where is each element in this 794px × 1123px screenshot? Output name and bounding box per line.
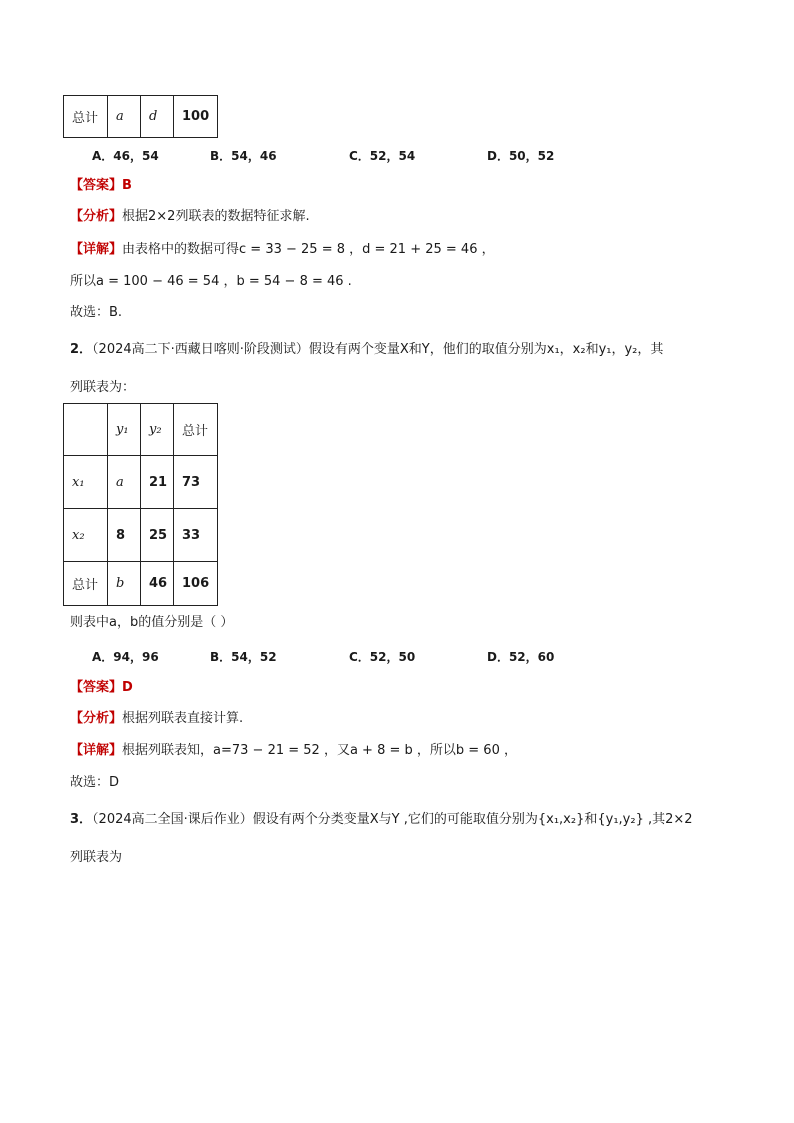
q2-answer — [70, 678, 133, 698]
q3-stem — [70, 810, 693, 830]
q1-answer — [70, 176, 132, 196]
q2-stem — [70, 340, 663, 360]
answer-value: D — [122, 680, 133, 695]
q2-analysis — [70, 709, 243, 729]
detail-label: 【详解】 — [70, 242, 123, 257]
table-cell: 106 — [174, 562, 218, 606]
question-text: 假设有两个变量X和Y，他们的取值分别为x₁，x₂和y₁，y₂，其 — [308, 342, 664, 357]
table-cell: 33 — [174, 509, 218, 562]
table-cell: 总计 — [174, 404, 218, 456]
table-row — [64, 509, 218, 562]
table-cell: 73 — [174, 456, 218, 509]
question-number: 2． — [70, 342, 93, 357]
answer-value: B — [122, 178, 132, 193]
table-row — [64, 562, 218, 606]
analysis-text: 根据列联表直接计算. — [122, 711, 244, 726]
table-cell: 总计 — [64, 96, 108, 138]
q1-detail — [70, 240, 495, 260]
option-d[interactable]: D．50，52 — [487, 149, 555, 163]
table-cell: d — [141, 96, 174, 138]
answer-label: 【答案】 — [70, 178, 123, 193]
option-c[interactable]: C．52，54 — [349, 149, 416, 163]
table-cell: y₁ — [108, 404, 141, 456]
table-cell: x₁ — [64, 456, 108, 509]
table-cell: b — [108, 562, 141, 606]
table-row — [64, 456, 218, 509]
table-cell: y₂ — [141, 404, 174, 456]
detail-text: 根据列联表知，a=73 − 21 = 52 ，又a + 8 = b ，所以b = 60 ， — [122, 743, 517, 758]
option-a[interactable]: A．46，54 — [92, 149, 159, 163]
detail-text: 由表格中的数据可得c = 33 − 25 = 8 ，d = 21 + 25 = 46 ， — [122, 242, 495, 257]
option-d[interactable]: D．52，60 — [487, 650, 555, 664]
option-a[interactable]: A．94，96 — [92, 650, 159, 664]
detail-label: 【详解】 — [70, 743, 123, 758]
table-cell: a — [108, 96, 141, 138]
q2-choice: 故选：D — [70, 775, 120, 790]
table-cell: x₂ — [64, 509, 108, 562]
analysis-text: 根据2×2列联表的数据特征求解. — [122, 209, 310, 224]
option-b[interactable]: B．54，46 — [210, 149, 277, 163]
contingency-table-1 — [63, 95, 218, 138]
q1-choice: 故选：B. — [70, 305, 123, 320]
table-cell: 25 — [141, 509, 174, 562]
analysis-label: 【分析】 — [70, 711, 123, 726]
q1-detail-line2: 所以a = 100 − 46 = 54 ，b = 54 − 8 = 46 . — [70, 274, 352, 289]
q2-question: 则表中a，b的值分别是（ ） — [70, 615, 234, 630]
table-cell: 21 — [141, 456, 174, 509]
contingency-table-2 — [63, 403, 218, 606]
q3-stem-line2: 列联表为 — [70, 850, 123, 865]
question-text: 假设有两个分类变量X与Y ,它们的可能取值分别为{x₁,x₂}和{y₁,y₂} ,其2×2 — [252, 812, 693, 827]
answer-label: 【答案】 — [70, 680, 123, 695]
table-cell: a — [108, 456, 141, 509]
table-cell — [64, 404, 108, 456]
question-source: （2024高二下·西藏日喀则·阶段测试） — [92, 342, 309, 357]
option-c[interactable]: C．52，50 — [349, 650, 416, 664]
q1-analysis — [70, 207, 310, 227]
question-source: （2024高二全国·课后作业） — [92, 812, 253, 827]
table-row — [64, 96, 218, 138]
table-cell: 8 — [108, 509, 141, 562]
table-cell: 总计 — [64, 562, 108, 606]
q2-stem-line2: 列联表为： — [70, 380, 136, 395]
analysis-label: 【分析】 — [70, 209, 123, 224]
table-cell: 100 — [174, 96, 218, 138]
question-number: 3． — [70, 812, 93, 827]
table-cell: 46 — [141, 562, 174, 606]
q2-detail — [70, 741, 517, 761]
option-b[interactable]: B．54，52 — [210, 650, 277, 664]
table-row — [64, 404, 218, 456]
